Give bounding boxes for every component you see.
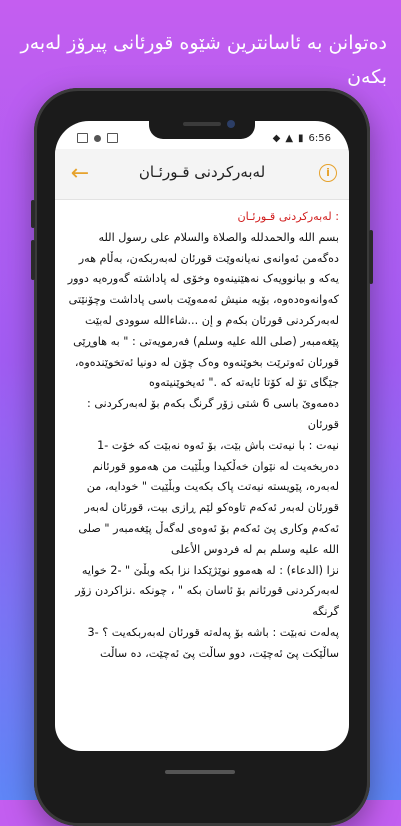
phone-power-button <box>369 230 373 284</box>
article-content <box>65 207 339 751</box>
status-time: 6:56 <box>308 133 331 144</box>
sync-icon <box>94 135 101 142</box>
article-heading: : لەبەرکردنی قـورئـان <box>237 210 339 223</box>
signal-icon: ▲ <box>285 133 294 144</box>
phone-speaker <box>183 122 221 126</box>
article-list-item: نزا (الدعاء) : لە هەموو نوێژێکدا نزا بکە وبڵێ " -2 خوایە لەبەرکردنی قورئانم بۆ ئاسان بکە " ، چونکە .نزاکردن زۆر گرنگە <box>75 563 339 619</box>
promo-text: دەتوانن بە ئاسانترین شێوە قورئانی پیرۆز لەبەر بکەن <box>20 32 387 88</box>
notification-icon <box>77 133 88 143</box>
article-paragraph: دەمەوێ باسی 6 شتی زۆر گرنگ بکەم بۆ لەبەرکردنی : قورئان <box>87 397 339 431</box>
back-arrow-icon[interactable]: ← <box>70 161 90 186</box>
phone-notch <box>149 117 255 139</box>
article-list-item: پەلەت نەبێت : باشە بۆ پەلەتە قورئان لەبەربکەیت ؟ -3 ساڵێکت پێ ئەچێت، دوو ساڵت پێ ئەچێت، دە ساڵت <box>87 625 339 660</box>
status-icons-right <box>273 133 331 144</box>
message-icon <box>107 133 118 143</box>
article-paragraph: پێغەمبەر (صلی الله علیه وسلم) فەرمویەتی : " بە هاوڕێی قورئان ئەوترێت بخوێنەوە وەک چۆن لە دونیا ئەتخوێندەوە، جێگای تۆ لە کۆتا ئایەتە کە ." ئەیخوێنیتەوە <box>73 334 339 390</box>
wifi-icon: ◆ <box>272 133 281 144</box>
app-screen <box>55 121 349 751</box>
status-icons-left <box>77 133 118 143</box>
info-icon[interactable]: i <box>319 164 337 182</box>
phone-volume-button <box>31 240 35 280</box>
article-paragraph: بسم الله والحمدلله والصلاة والسلام على رسول الله دەگەمن ئەوانەی نەیانەوێت قورئان لەبەربکەن، بەڵام هەر یەکە و بیانوویەک نەهێنینەوە وخۆی لە پاداشتە گەورەیە دوور کەوانەوەدەوە، بۆیە منیش ئەمەوێت باسی پاداشت وچۆنێتی لەبەرکردنی قورئان بکەم و إن ...شاءالله سوودی لەبێت <box>67 230 339 327</box>
home-indicator <box>165 770 235 774</box>
battery-icon: ▮ <box>298 133 304 144</box>
page-title: لەبەرکردنی قـورئـان <box>138 163 266 181</box>
phone-camera <box>227 120 235 128</box>
article-list-item: نیەت : با نیەتت باش بێت، بۆ ئەوە نەبێت کە خۆت -1 دەربخەیت لە نێوان خەڵکیدا وبڵێیت من هەموو قورئانم لەبەرە، پێویستە نیەتت پاک بکەیت وبڵێیت " خودایە، من قورئان لەبەر ئەکەم تاوەکو لێم ڕازی بیت، قورئان لەبەر ئەکەم وکاری پێ ئەکەم بۆ ئەوەی لەگەڵ پێغەمبەر " صلی الله علیه وسلم بم لە فردوس الأعلی <box>78 438 339 556</box>
phone-side-button <box>31 200 35 228</box>
app-header <box>55 149 349 200</box>
